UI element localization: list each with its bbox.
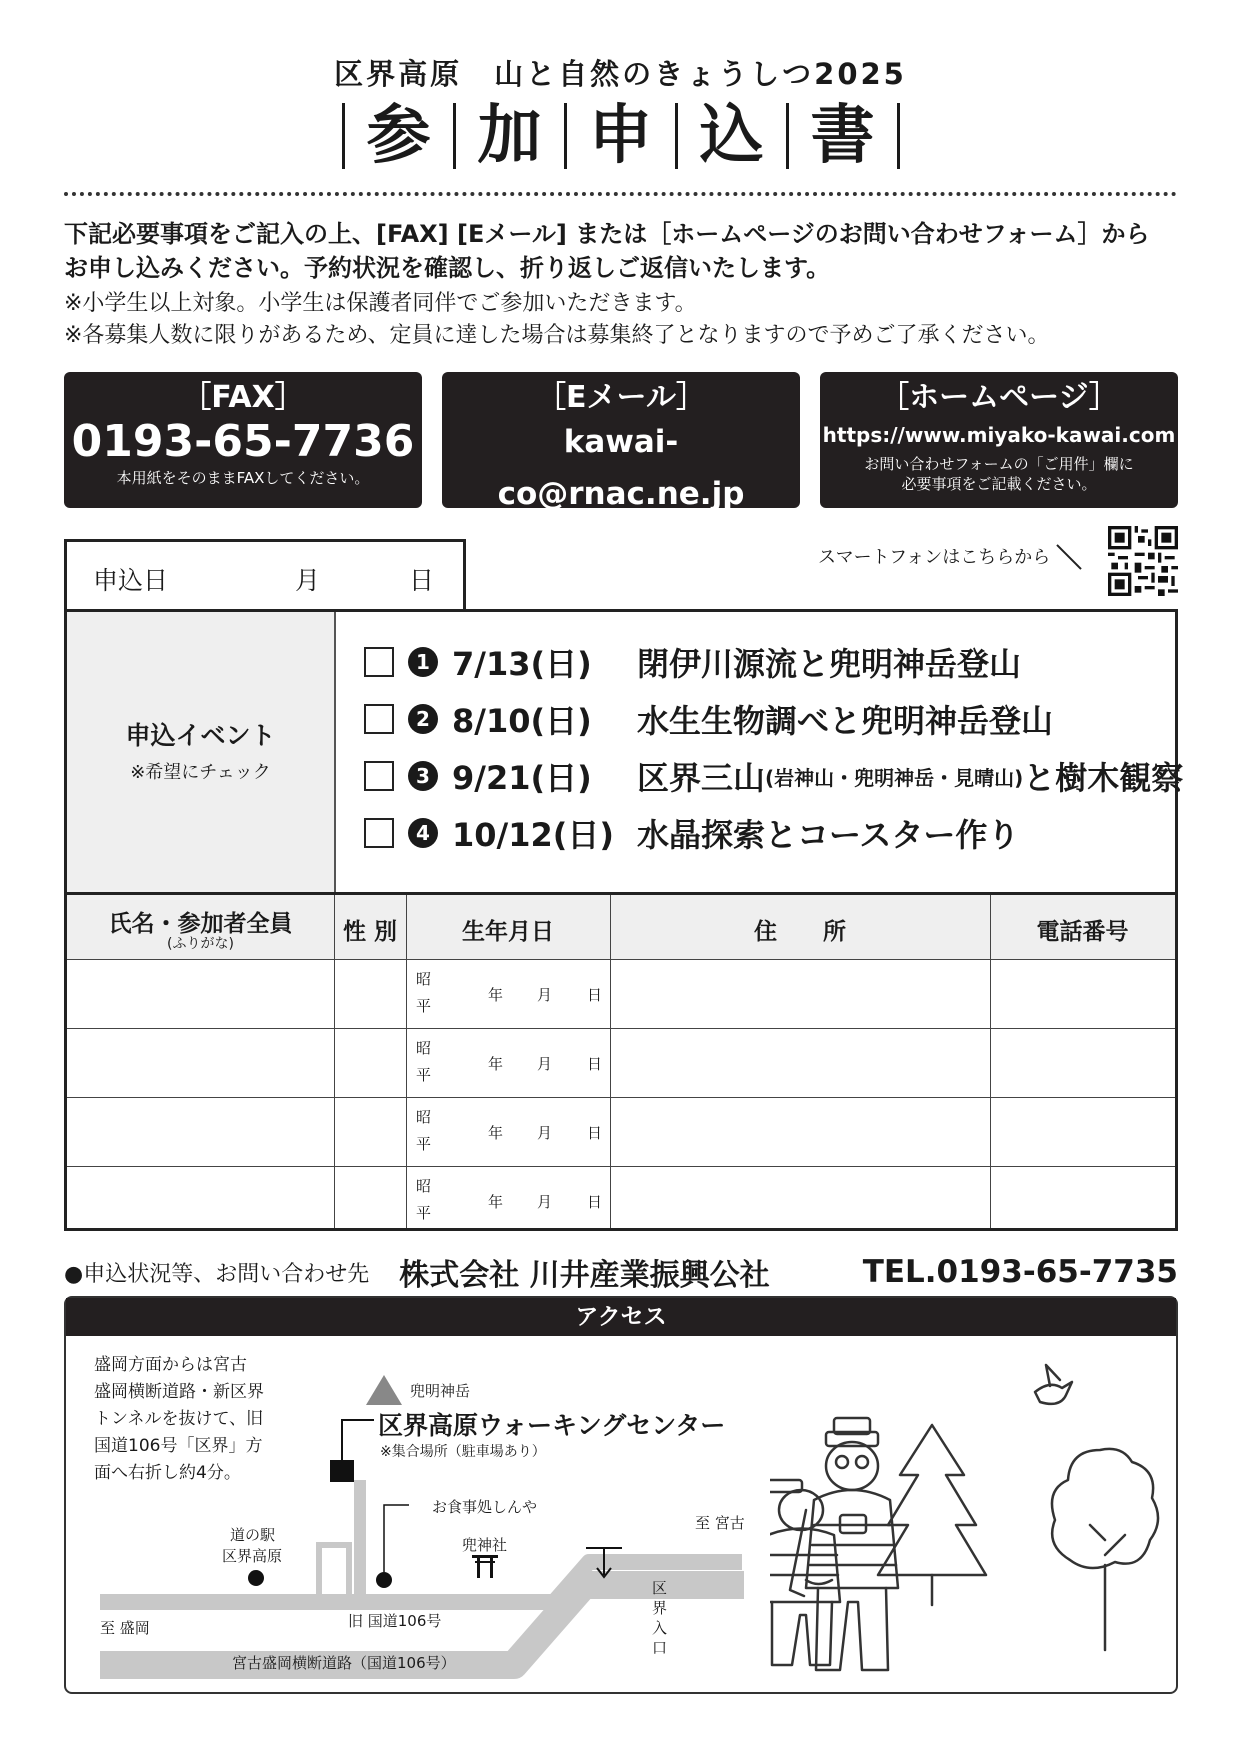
center-leader-line bbox=[342, 1420, 374, 1460]
era-heisei: 平 bbox=[416, 997, 432, 1015]
email-address[interactable]: kawai-co@rnac.ne.jp bbox=[497, 424, 745, 512]
event-date: 10/12(日) bbox=[452, 816, 615, 854]
year-unit: 年 bbox=[488, 1124, 504, 1142]
contact-company: 株式会社 川井産業振興公社 bbox=[399, 1258, 770, 1293]
table-header bbox=[67, 895, 1175, 959]
contact-tel[interactable]: TEL.0193-65-7735 bbox=[862, 1254, 1178, 1290]
month-unit: 月 bbox=[537, 1193, 553, 1211]
qr-code-icon[interactable] bbox=[1108, 526, 1178, 596]
hikers-illustration bbox=[770, 1340, 1170, 1690]
map-center-label: 区界高原ウォーキングセンター bbox=[378, 1411, 726, 1440]
header-name-sub: (ふりがな) bbox=[167, 936, 234, 952]
bird-icon bbox=[1035, 1382, 1072, 1404]
contact-line bbox=[64, 1250, 1178, 1294]
month-unit: 月 bbox=[537, 1124, 553, 1142]
event-name-paren: (岩神山・兜明神岳・見晴山) bbox=[765, 765, 1024, 790]
era-showa: 昭 bbox=[416, 1177, 432, 1195]
era-heisei: 平 bbox=[416, 1066, 432, 1084]
homepage-label: ［ホームページ］ bbox=[879, 380, 1119, 415]
event-option-3[interactable] bbox=[364, 751, 1183, 801]
event-name: 水生生物調べと兜明神岳登山 bbox=[637, 702, 1054, 740]
row-divider bbox=[67, 1028, 1175, 1029]
row-divider bbox=[67, 1166, 1175, 1167]
intro-line-2: お申し込みください。予約状況を確認し、折り返しご返信いたします。 bbox=[64, 254, 831, 282]
walking-center-icon bbox=[330, 1460, 354, 1482]
event-name: 区界三山 bbox=[637, 759, 766, 797]
map-old-road-label: 旧 国道106号 bbox=[348, 1612, 442, 1630]
mountain-icon bbox=[366, 1375, 402, 1405]
access-line: 盛岡横断道路・新区界 bbox=[94, 1382, 264, 1402]
fax-note: 本用紙をそのままFAXしてください。 bbox=[116, 469, 370, 487]
header-phone: 電話番号 bbox=[1036, 919, 1129, 945]
map-to-morioka: 至 盛岡 bbox=[100, 1619, 150, 1637]
era-heisei: 平 bbox=[416, 1135, 432, 1153]
header-name: 氏名・参加者全員 bbox=[108, 911, 293, 937]
event-checkbox[interactable] bbox=[364, 647, 394, 677]
day-unit: 日 bbox=[587, 1124, 603, 1142]
col-divider bbox=[990, 895, 991, 1228]
intro-note-2: ※各募集人数に限りがあるため、定員に達した場合は募集終了となりますので予めご了承ください。 bbox=[64, 323, 1050, 348]
event-checkbox[interactable] bbox=[364, 818, 394, 848]
access-line: 国道106号「区界」方 bbox=[94, 1436, 263, 1456]
intro-line-1: 下記必要事項をご記入の上、[FAX] [Eメール] または［ホームページのお問い合わせフォーム］から bbox=[64, 220, 1150, 248]
row-divider bbox=[67, 959, 1175, 960]
era-heisei: 平 bbox=[416, 1204, 432, 1222]
restaurant-icon bbox=[376, 1572, 392, 1588]
map-entrance-label: 区界入口 bbox=[652, 1579, 668, 1657]
title-char: 書 bbox=[810, 99, 875, 173]
station-icon bbox=[248, 1570, 264, 1586]
header-address: 住 所 bbox=[754, 919, 846, 945]
event-date: 9/21(日) bbox=[452, 759, 592, 797]
era-showa: 昭 bbox=[416, 970, 432, 988]
access-line: 盛岡方面からは宮古 bbox=[94, 1355, 247, 1375]
homepage-note: お問い合わせフォームの「ご用件」欄に bbox=[864, 455, 1134, 473]
event-date: 8/10(日) bbox=[452, 702, 592, 740]
map-center-note: ※集合場所（駐車場あり） bbox=[380, 1444, 546, 1460]
page-title bbox=[0, 98, 1241, 174]
homepage-note-2: 必要事項をご記載ください。 bbox=[901, 475, 1097, 493]
adult-head bbox=[826, 1442, 878, 1490]
event-option-2[interactable] bbox=[364, 694, 1053, 744]
map-station-label: 道の駅 bbox=[230, 1526, 276, 1544]
access-line: トンネルを抜けて、旧 bbox=[94, 1409, 264, 1429]
restaurant-leader-line bbox=[384, 1505, 409, 1572]
header-birthdate: 生年月日 bbox=[462, 919, 554, 945]
station-road bbox=[319, 1545, 349, 1602]
event-name-tail: と樹木観察 bbox=[1023, 759, 1184, 797]
event-checkbox[interactable] bbox=[364, 761, 394, 791]
event-option-1[interactable] bbox=[364, 637, 1021, 687]
application-date-field[interactable] bbox=[64, 539, 466, 609]
access-title: アクセス bbox=[66, 1298, 1176, 1336]
round-tree-icon bbox=[1052, 1449, 1158, 1568]
email-label: ［Eメール］ bbox=[536, 380, 706, 415]
title-char: 込 bbox=[699, 99, 764, 173]
map-shrine-label: 兜神社 bbox=[462, 1536, 508, 1554]
event-name: 水晶探索とコースター作り bbox=[637, 816, 1020, 854]
event-name: 閉伊川源流と兜明神岳登山 bbox=[637, 645, 1022, 683]
col-divider bbox=[610, 895, 611, 1228]
year-unit: 年 bbox=[488, 986, 504, 1004]
email-note: メッセージ欄に必要事項をご記載ください。 bbox=[471, 521, 771, 539]
event-number-icon: 4 bbox=[408, 818, 438, 848]
year-unit: 年 bbox=[488, 1055, 504, 1073]
homepage-url[interactable]: https://www.miyako-kawai.com bbox=[822, 423, 1176, 447]
title-char: 加 bbox=[477, 99, 542, 173]
adult-body bbox=[806, 1490, 898, 1588]
map-to-miyako: 至 宮古 bbox=[695, 1514, 745, 1532]
title-divider bbox=[897, 103, 900, 169]
event-label: 申込イベント bbox=[125, 721, 276, 750]
event-number-icon: 3 bbox=[408, 761, 438, 791]
child-head bbox=[779, 1490, 823, 1530]
row-divider bbox=[67, 1097, 1175, 1098]
col-divider bbox=[406, 895, 407, 1228]
date-day-unit: 日 bbox=[409, 566, 435, 595]
event-label-cell bbox=[67, 612, 336, 892]
header-sex: 性 別 bbox=[342, 919, 397, 945]
email-box bbox=[442, 372, 800, 539]
year-unit: 年 bbox=[488, 1193, 504, 1211]
page-subtitle: 区界高原 山と自然のきょうしつ2025 bbox=[334, 57, 907, 91]
torii-icon bbox=[472, 1555, 498, 1578]
map-highway-label: 宮古盛岡横断道路（国道106号） bbox=[232, 1654, 456, 1672]
homepage-box bbox=[820, 372, 1178, 508]
smartphone-label: スマートフォンはこちらから bbox=[818, 547, 1051, 568]
month-unit: 月 bbox=[537, 1055, 553, 1073]
fax-box bbox=[64, 372, 422, 508]
fax-number: 0193-65-7736 bbox=[71, 416, 415, 467]
title-char: 参 bbox=[366, 99, 431, 173]
event-number-icon: 2 bbox=[408, 704, 438, 734]
map-station-label-2: 区界高原 bbox=[222, 1547, 283, 1565]
event-date: 7/13(日) bbox=[452, 645, 592, 683]
dotted-divider bbox=[64, 192, 1177, 196]
title-char: 申 bbox=[588, 99, 653, 173]
day-unit: 日 bbox=[587, 1055, 603, 1073]
era-showa: 昭 bbox=[416, 1108, 432, 1126]
month-unit: 月 bbox=[537, 986, 553, 1004]
event-checkbox[interactable] bbox=[364, 704, 394, 734]
map-restaurant-label: お食事処しんや bbox=[432, 1498, 538, 1516]
date-month-unit: 月 bbox=[295, 566, 321, 595]
pointer-slash bbox=[1056, 544, 1081, 569]
date-label: 申込日 bbox=[93, 566, 169, 595]
map-mountain-label: 兜明神岳 bbox=[410, 1382, 471, 1400]
day-unit: 日 bbox=[587, 986, 603, 1004]
intro-note-1: ※小学生以上対象。小学生は保護者同伴でご参加いただきます。 bbox=[64, 291, 697, 316]
contact-label: ●申込状況等、お問い合わせ先 bbox=[64, 1261, 370, 1287]
event-number-icon: 1 bbox=[408, 647, 438, 677]
access-line: 面へ右折し約4分。 bbox=[94, 1463, 241, 1483]
event-note: ※希望にチェック bbox=[130, 762, 271, 783]
col-divider bbox=[334, 895, 335, 1228]
fax-label: ［FAX］ bbox=[181, 380, 305, 415]
event-option-4[interactable] bbox=[364, 808, 1019, 858]
day-unit: 日 bbox=[587, 1193, 603, 1211]
era-showa: 昭 bbox=[416, 1039, 432, 1057]
